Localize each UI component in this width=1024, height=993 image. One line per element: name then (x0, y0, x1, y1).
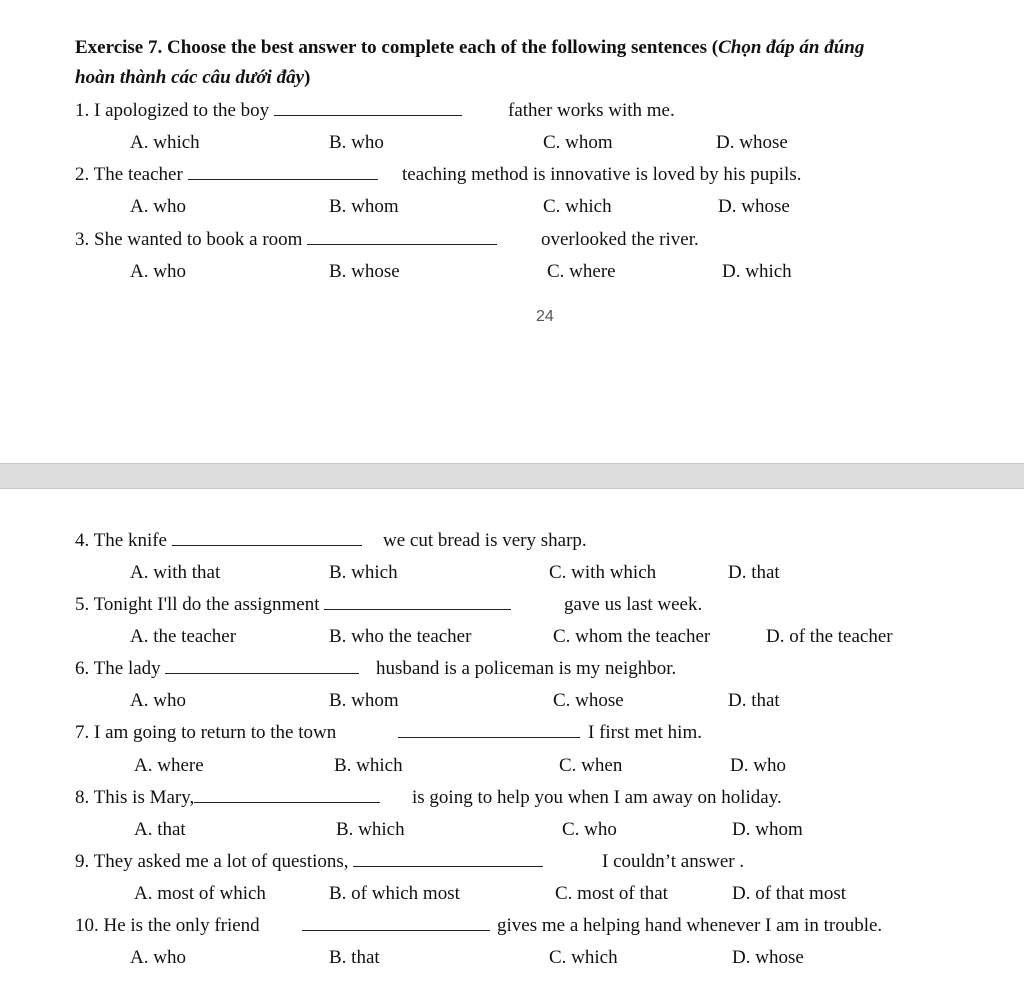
question-text-before: 2. The teacher (75, 164, 188, 185)
option-a[interactable]: A. who (130, 690, 186, 711)
question-text-after: is going to help you when I am away on holiday. (412, 787, 782, 808)
question-text-before: 4. The knife (75, 530, 172, 551)
exercise-title (75, 37, 864, 59)
question-text-after: husband is a policeman is my neighbor. (376, 658, 677, 679)
answer-blank[interactable] (165, 659, 359, 674)
option-c[interactable]: C. when (559, 755, 623, 776)
question-7-blank-wrap (398, 722, 580, 744)
question-text-before: 1. I apologized to the boy (75, 100, 274, 121)
option-c[interactable]: C. where (547, 261, 616, 282)
option-d[interactable]: D. whose (718, 196, 790, 217)
option-a[interactable]: A. where (134, 755, 204, 776)
option-a[interactable]: A. with that (130, 562, 221, 583)
option-c[interactable]: C. whose (553, 690, 624, 711)
option-c[interactable]: C. whom (543, 132, 613, 153)
answer-blank[interactable] (302, 916, 490, 931)
question-text-after: we cut bread is very sharp. (383, 530, 587, 551)
option-c[interactable]: C. most of that (555, 883, 668, 904)
question-text-before: 9. They asked me a lot of questions, (75, 851, 354, 872)
option-c[interactable]: C. who (562, 819, 617, 840)
option-b[interactable]: B. whose (329, 261, 400, 282)
question-text-before: 5. Tonight I'll do the assignment (75, 594, 325, 615)
option-b[interactable]: B. whom (329, 690, 399, 711)
exercise-title-main: Exercise 7. Choose the best answer to complete each of the following sentences ( (75, 37, 719, 58)
option-c[interactable]: C. which (549, 947, 618, 968)
page-break-divider (0, 463, 1024, 489)
answer-blank[interactable] (188, 165, 378, 180)
answer-blank[interactable] (398, 723, 580, 738)
option-d[interactable]: D. of that most (732, 883, 846, 904)
question-3 (75, 229, 497, 251)
answer-blank[interactable] (307, 230, 497, 245)
question-5 (75, 594, 511, 616)
option-d[interactable]: D. which (722, 261, 792, 282)
option-d[interactable]: D. that (728, 562, 780, 583)
option-d[interactable]: D. whose (732, 947, 804, 968)
option-b[interactable]: B. that (329, 947, 380, 968)
exercise-title-close: ) (304, 67, 311, 88)
question-text-after: I first met him. (588, 722, 702, 743)
option-c[interactable]: C. with which (549, 562, 657, 583)
page-number: 24 (536, 308, 554, 325)
option-b[interactable]: B. whom (329, 196, 399, 217)
option-b[interactable]: B. who (329, 132, 384, 153)
option-a[interactable]: A. who (130, 261, 186, 282)
option-d[interactable]: D. of the teacher (766, 626, 893, 647)
answer-blank[interactable] (194, 788, 380, 803)
question-1 (75, 100, 462, 122)
exercise-title-vn-2: hoàn thành các câu dưới đây (75, 67, 305, 88)
question-text-after: overlooked the river. (541, 229, 699, 250)
question-2 (75, 164, 378, 186)
option-a[interactable]: A. that (134, 819, 186, 840)
question-10 (75, 915, 260, 937)
option-d[interactable]: D. who (730, 755, 786, 776)
option-b[interactable]: B. which (334, 755, 403, 776)
answer-blank[interactable] (274, 101, 462, 116)
option-a[interactable]: A. who (130, 196, 186, 217)
question-text-after: gave us last week. (564, 594, 703, 615)
question-text-after: teaching method is innovative is loved by his pupils. (402, 164, 802, 185)
option-a[interactable]: A. who (130, 947, 186, 968)
answer-blank[interactable] (172, 531, 362, 546)
option-a[interactable]: A. the teacher (130, 626, 237, 647)
option-c[interactable]: C. whom the teacher (553, 626, 711, 647)
option-b[interactable]: B. which (336, 819, 405, 840)
question-text-before: 7. I am going to return to the town (75, 722, 337, 743)
answer-blank[interactable] (353, 852, 543, 867)
question-text-before: 10. He is the only friend (75, 915, 260, 936)
exercise-title-line2 (75, 67, 310, 89)
option-c[interactable]: C. which (543, 196, 612, 217)
option-d[interactable]: D. whom (732, 819, 803, 840)
question-text-before: 3. She wanted to book a room (75, 229, 308, 250)
question-9 (75, 851, 543, 873)
option-b[interactable]: B. which (329, 562, 398, 583)
option-a[interactable]: A. which (130, 132, 200, 153)
question-8 (75, 787, 380, 809)
question-text-after: gives me a helping hand whenever I am in trouble. (497, 915, 883, 936)
question-text-after: father works with me. (508, 100, 675, 121)
question-text-before: 6. The lady (75, 658, 166, 679)
option-a[interactable]: A. most of which (134, 883, 266, 904)
question-text-before: 8. This is Mary, (75, 787, 195, 808)
option-d[interactable]: D. whose (716, 132, 788, 153)
question-text-after: I couldn’t answer . (602, 851, 745, 872)
question-6 (75, 658, 359, 680)
question-7 (75, 722, 336, 744)
exercise-title-vn-1: Chọn đáp án đúng (718, 37, 865, 58)
question-10-blank-wrap (302, 915, 490, 937)
answer-blank[interactable] (324, 595, 511, 610)
option-d[interactable]: D. that (728, 690, 780, 711)
option-b[interactable]: B. of which most (329, 883, 460, 904)
option-b[interactable]: B. who the teacher (329, 626, 472, 647)
question-4 (75, 530, 362, 552)
